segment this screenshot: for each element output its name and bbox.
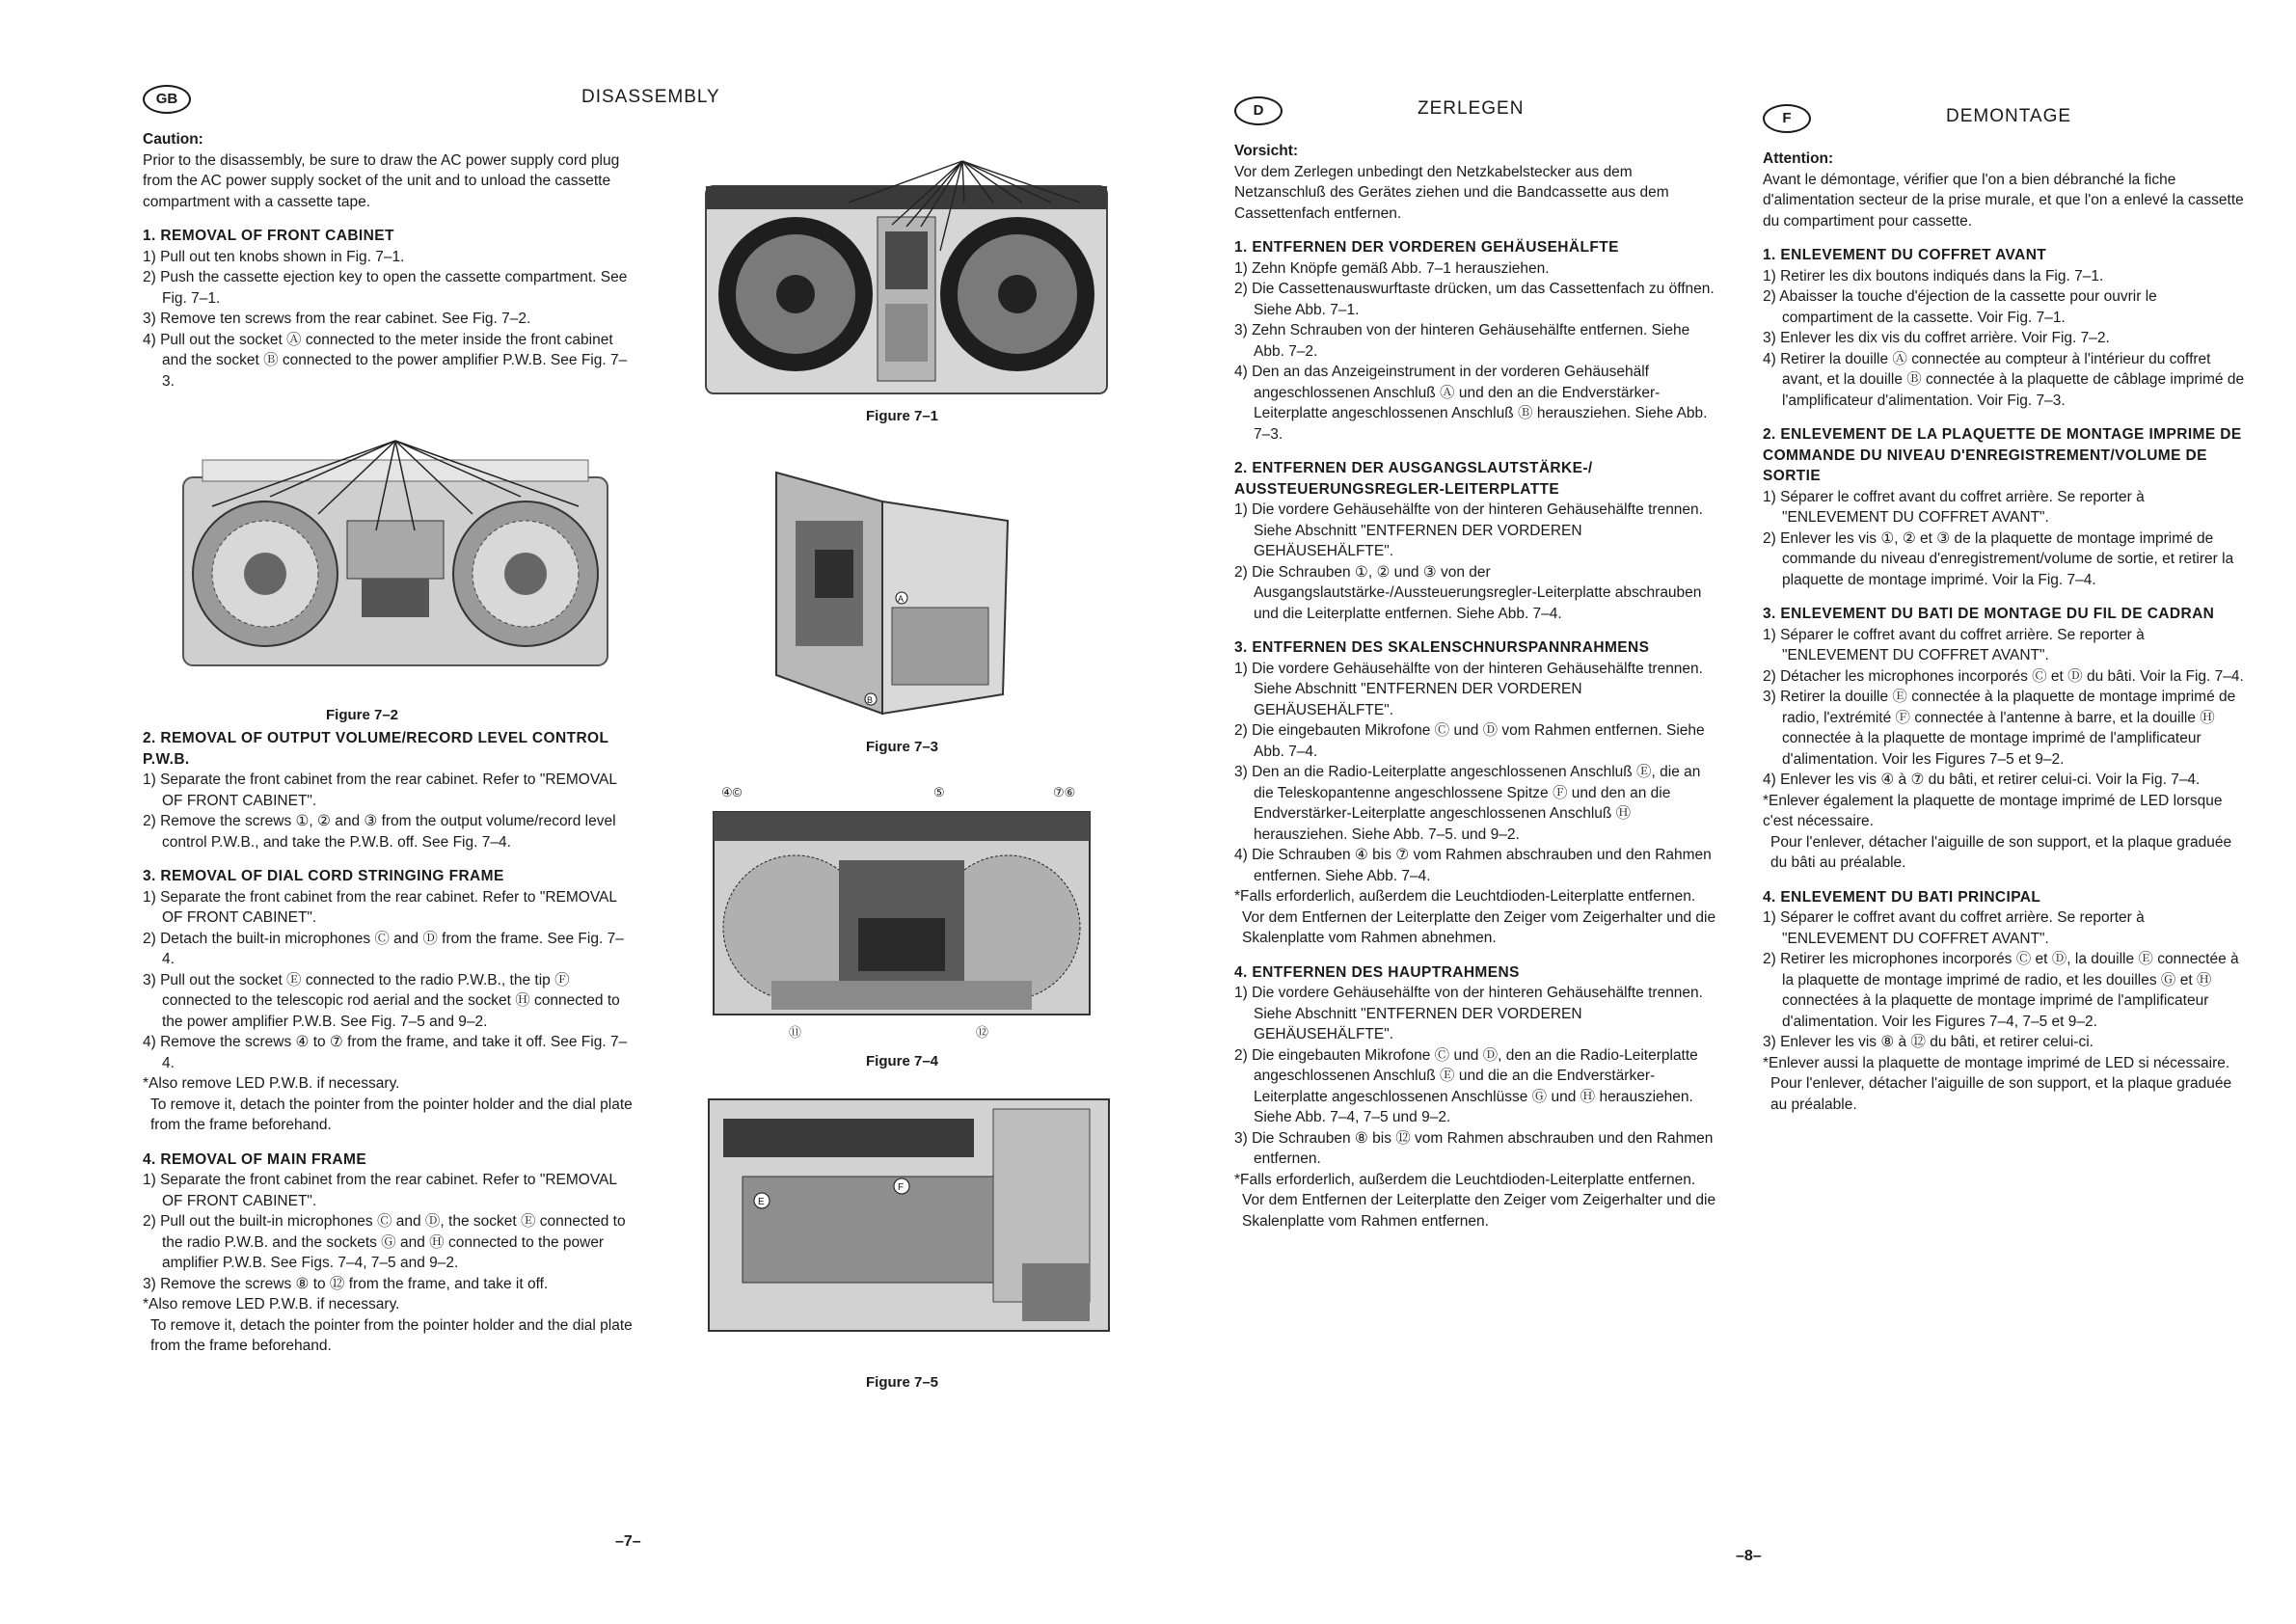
fr-s4-item: 1) Séparer le coffret avant du coffret arrière. Se reporter à "ENLEVEMENT DU COFFRET AVANT". — [1763, 909, 2145, 947]
fr-section-2-title: 2. ENLEVEMENT DE LA PLAQUETTE DE MONTAGE IMPRIME DE COMMANDE DU NIVEAU D'ENREGISTREMENT/VOLUME DE SORTIE — [1763, 426, 2242, 484]
de-title: ZERLEGEN — [1418, 98, 1525, 119]
de-s2-item: 2) Die Schrauben ①, ② und ③ von der Ausgangslautstärke-/Aussteuerungsregler-Leiterplatte abschrauben und die Leiterplatte entfernen. Siehe Abb. 7–4. — [1234, 563, 1702, 622]
de-section-2 — [1234, 458, 1716, 624]
gb-s3-item: 3) Pull out the socket Ⓔ connected to the radio P.W.B., the tip Ⓕ connected to the telescopic rod aerial and the socket Ⓗ connected to the power amplifier P.W.B. See Fig. 7–5 and 9–2. — [143, 971, 620, 1030]
figure-7-5-image — [704, 1090, 1114, 1340]
gb-section-4 — [143, 1150, 635, 1357]
fr-s4-item: 3) Enlever les vis ⑧ à ⑫ du bâti, et retirer celui-ci. — [1763, 1034, 2093, 1050]
figure-7-3-image — [757, 463, 1022, 723]
figure-7-5-caption: Figure 7–5 — [866, 1374, 939, 1391]
gb-language-badge: GB — [143, 85, 191, 114]
gb-s3-item: 2) Detach the built-in microphones Ⓒ and Ⓓ from the frame. See Fig. 7–4. — [143, 930, 624, 967]
gb-s1-item: 4) Pull out the socket Ⓐ connected to the meter inside the front cabinet and the socket Ⓑ connected to the power amplifier P.W.B. See Fig. 7–3. — [143, 331, 628, 390]
de-section-3 — [1234, 637, 1716, 949]
de-s3-item: 4) Die Schrauben ④ bis ⑦ vom Rahmen abschrauben und den Rahmen entfernen. Siehe Abb. 7–4. — [1234, 847, 1712, 884]
de-s3-note-detail: Vor dem Entfernen der Leiterplatte den Zeiger vom Zeigerhalter und die Skalenplatte vom Rahmen abnehmen. — [1242, 908, 1716, 946]
svg-text:A: A — [898, 594, 905, 604]
fr-language-badge: F — [1763, 104, 1811, 133]
de-section-1-title: 1. ENTFERNEN DER VORDEREN GEHÄUSEHÄLFTE — [1234, 239, 1619, 256]
fr-s3-item: 2) Détacher les microphones incorporés Ⓒ et Ⓓ du bâti. Voir la Fig. 7–4. — [1763, 667, 2244, 685]
gb-s3-item: 4) Remove the screws ④ to ⑦ from the frame, and take it off. See Fig. 7–4. — [143, 1034, 628, 1071]
gb-title: DISASSEMBLY — [581, 87, 720, 107]
figure-7-4-callout: ⑫ — [976, 1025, 989, 1040]
figure-7-3-caption: Figure 7–3 — [866, 739, 939, 755]
figure-7-4-callout: ④© — [721, 785, 743, 799]
gb-s4-item: 3) Remove the screws ⑧ to ⑫ from the frame, and take it off. — [143, 1275, 549, 1292]
gb-section-3-title: 3. REMOVAL OF DIAL CORD STRINGING FRAME — [143, 868, 504, 884]
gb-s4-note-detail: To remove it, detach the pointer from the pointer holder and the dial plate from the frame beforehand. — [150, 1316, 633, 1354]
gb-caution-label: Caution: — [143, 131, 203, 148]
de-s1-item: 1) Zehn Knöpfe gemäß Abb. 7–1 herausziehen. — [1234, 259, 1550, 277]
de-section-1 — [1234, 237, 1716, 445]
figure-7-4-image — [704, 783, 1099, 1043]
gb-s1-item: 3) Remove ten screws from the rear cabinet. See Fig. 7–2. — [143, 311, 531, 327]
de-s3-item: 3) Den an die Radio-Leiterplatte angeschlossenen Anschluß Ⓔ, die an die Teleskopantenne angeschlossene Spitze Ⓕ und den an die Endverstärker-Leiterplatte angeschlossenen Anschluß Ⓗ herausziehen. Siehe Abb. 7–5. und 9–2. — [1234, 764, 1701, 843]
fr-section-4 — [1763, 887, 2245, 1116]
gb-s4-item: 2) Pull out the built-in microphones Ⓒ and Ⓓ, the socket Ⓔ connected to the radio P.W.B. and the sockets Ⓖ and Ⓗ connected to the power amplifier P.W.B. See Figs. 7–4, 7–5 and 9–2. — [143, 1213, 626, 1271]
gb-s4-note: *Also remove LED P.W.B. if necessary. — [143, 1296, 400, 1313]
figure-7-1-caption: Figure 7–1 — [866, 408, 939, 424]
gb-header — [143, 85, 720, 123]
gb-s1-item: 2) Push the cassette ejection key to open the cassette compartment. See Fig. 7–1. — [143, 269, 628, 307]
de-s1-item: 2) Die Cassettenauswurftaste drücken, um das Cassettenfach zu öffnen. Siehe Abb. 7–1. — [1234, 281, 1715, 318]
fr-s1-item: 2) Abaisser la touche d'éjection de la cassette pour ouvrir le compartiment de la cassette. Voir Fig. 7–1. — [1763, 288, 2157, 326]
de-s1-item: 4) Den an das Anzeigeinstrument in der vorderen Gehäusehälf angeschlossenen Anschluß Ⓐ und den an die Endverstärker-Leiterplatte angeschlossenen Anschluß Ⓑ herausziehen. Siehe Abb. 7–3. — [1234, 364, 1708, 443]
gb-s2-item: 1) Separate the front cabinet from the rear cabinet. Refer to "REMOVAL OF FRONT CABINET". — [143, 771, 617, 809]
gb-s3-note: *Also remove LED P.W.B. if necessary. — [143, 1075, 400, 1092]
fr-section-1-title: 1. ENLEVEMENT DU COFFRET AVANT — [1763, 247, 2047, 263]
figure-7-4-callout: ⑪ — [789, 1025, 802, 1040]
fr-s3-item: 1) Séparer le coffret avant du coffret arrière. Se reporter à "ENLEVEMENT DU COFFRET AVANT". — [1763, 626, 2145, 663]
fr-column — [1763, 104, 2245, 1115]
de-caution-text: Vor dem Zerlegen unbedingt den Netzkabelstecker aus dem Netzanschluß des Gerätes ziehen und die Bandcassette aus dem Cassettenfach entfernen. — [1234, 163, 1669, 222]
gb-section-2-title: 2. REMOVAL OF OUTPUT VOLUME/RECORD LEVEL CONTROL P.W.B. — [143, 730, 609, 768]
de-section-4 — [1234, 962, 1716, 1232]
fr-section-3 — [1763, 604, 2245, 874]
fr-header — [1763, 104, 2245, 143]
de-s4-note-detail: Vor dem Entfernen der Leiterplatte den Zeiger vom Zeigerhalter und die Skalenplatte vom Rahmen entfernen. — [1242, 1192, 1716, 1230]
fr-s3-note: *Enlever également la plaquette de montage imprimé de LED lorsque c'est nécessaire. — [1763, 792, 2223, 829]
de-s3-item: 2) Die eingebauten Mikrofone Ⓒ und Ⓓ vom Rahmen entfernen. Siehe Abb. 7–4. — [1234, 722, 1705, 760]
gb-section-1-title: 1. REMOVAL OF FRONT CABINET — [143, 228, 394, 244]
de-section-2-title: 2. ENTFERNEN DER AUSGANGSLAUTSTÄRKE-/ AUSSTEUERUNGSREGLER-LEITERPLATTE — [1234, 460, 1593, 498]
fr-s4-note-detail: Pour l'enlever, détacher l'aiguille de son support, et la plaque graduée au préalable. — [1770, 1075, 2232, 1113]
fr-s4-item: 2) Retirer les microphones incorporés Ⓒ et Ⓓ, la douille Ⓔ connectée à la plaquette de montage imprimé de radio, et les douilles Ⓖ et Ⓗ connectées à la plaquette de montage imprimé de l'amplificateur d'alimentation. Voir les Figures 7–4, 7–5 et 9–2. — [1763, 951, 2239, 1030]
fr-s3-item: 4) Enlever les vis ④ à ⑦ du bâti, et retirer celui-ci. Voir la Fig. 7–4. — [1763, 771, 2201, 788]
fr-s2-item: 2) Enlever les vis ①, ② et ③ de la plaquette de montage imprimé de commande du niveau d'enregistrement/volume de sortie, et retirer la plaquette de montage imprimé. Voir la Fig. 7–4. — [1763, 529, 2234, 588]
de-s1-item: 3) Zehn Schrauben von der hinteren Gehäusehälfte entfernen. Siehe Abb. 7–2. — [1234, 322, 1690, 360]
fr-section-4-title: 4. ENLEVEMENT DU BATI PRINCIPAL — [1763, 888, 2041, 906]
de-s4-note: *Falls erforderlich, außerdem die Leuchtdioden-Leiterplatte entfernen. — [1234, 1171, 1696, 1188]
de-s4-item: 3) Die Schrauben ⑧ bis ⑫ vom Rahmen abschrauben und den Rahmen entfernen. — [1234, 1129, 1714, 1167]
gb-section-3 — [143, 866, 635, 1136]
svg-text:F: F — [898, 1182, 905, 1193]
svg-text:E: E — [758, 1197, 765, 1207]
fr-s1-item: 1) Retirer les dix boutons indiqués dans la Fig. 7–1. — [1763, 267, 2104, 284]
fr-s3-item: 3) Retirer la douille Ⓔ connectée à la plaquette de montage imprimé de radio, l'extrémité Ⓕ connectée à l'antenne à barre, et la douille Ⓗ connectée à la plaquette de montage imprimé de l'amplificateur d'alimentation. Voir les Figures 7–5 et 9–2. — [1763, 689, 2236, 768]
figure-7-1-image — [704, 159, 1109, 395]
de-section-3-title: 3. ENTFERNEN DES SKALENSCHNURSPANNRAHMENS — [1234, 639, 1650, 656]
fr-caution-text: Avant le démontage, vérifier que l'on a bien débranché la fiche d'alimentation secteur de la prise murale, et que l'on a enlevé la cassette du compartiment pour cassette. — [1763, 171, 2244, 230]
svg-text:B: B — [867, 695, 874, 705]
de-s3-note: *Falls erforderlich, außerdem die Leuchtdioden-Leiterplatte entfernen. — [1234, 888, 1696, 905]
figure-7-2-image — [174, 439, 617, 675]
fr-s3-note-detail: Pour l'enlever, détacher l'aiguille de son support, et la plaque graduée du bâti au préalable. — [1770, 833, 2232, 871]
figure-7-2-caption: Figure 7–2 — [326, 707, 399, 723]
gb-section-4-title: 4. REMOVAL OF MAIN FRAME — [143, 1150, 367, 1168]
de-section-4-title: 4. ENTFERNEN DES HAUPTRAHMENS — [1234, 963, 1520, 981]
fr-section-2 — [1763, 424, 2245, 590]
fr-s4-note: *Enlever aussi la plaquette de montage imprimé de LED si nécessaire. — [1763, 1054, 2230, 1071]
de-s2-item: 1) Die vordere Gehäusehälfte von der hinteren Gehäusehälfte trennen. Siehe Abschnitt "ENTFERNEN DER VORDEREN GEHÄUSEHÄLFTE". — [1234, 501, 1703, 559]
de-header — [1234, 96, 1716, 135]
gb-s3-note-detail: To remove it, detach the pointer from the pointer holder and the dial plate from the frame beforehand. — [150, 1096, 633, 1133]
fr-title: DEMONTAGE — [1946, 106, 2072, 126]
fr-section-1 — [1763, 245, 2245, 411]
de-s4-item: 1) Die vordere Gehäusehälfte von der hinteren Gehäusehälfte trennen. Siehe Abschnitt "ENTFERNEN DER VORDEREN GEHÄUSEHÄLFTE". — [1234, 985, 1703, 1042]
page-number-right: –8– — [1736, 1548, 1762, 1564]
gb-s4-item: 1) Separate the front cabinet from the rear cabinet. Refer to "REMOVAL OF FRONT CABINET". — [143, 1172, 617, 1209]
fr-caution-label: Attention: — [1763, 150, 1834, 167]
de-column — [1234, 96, 1716, 1232]
fr-s2-item: 1) Séparer le coffret avant du coffret arrière. Se reporter à "ENLEVEMENT DU COFFRET AVANT". — [1763, 488, 2145, 526]
gb-s3-item: 1) Separate the front cabinet from the rear cabinet. Refer to "REMOVAL OF FRONT CABINET". — [143, 888, 617, 926]
fr-s1-item: 3) Enlever les dix vis du coffret arrière. Voir Fig. 7–2. — [1763, 330, 2110, 346]
fr-section-3-title: 3. ENLEVEMENT DU BATI DE MONTAGE DU FIL DE CADRAN — [1763, 606, 2215, 622]
page-number-left: –7– — [615, 1533, 641, 1550]
gb-section-2 — [143, 728, 635, 853]
fr-s1-item: 4) Retirer la douille Ⓐ connectée au compteur à l'intérieur du coffret avant, et la douille Ⓑ connectée à la plaquette de câblage imprimé de l'amplificateur d'alimentation. Voir Fig. 7–3. — [1763, 350, 2245, 409]
figure-7-4-callout: ⑦⑥ — [1053, 785, 1076, 799]
figure-7-4-caption: Figure 7–4 — [866, 1053, 939, 1069]
figure-7-4-callout: ⑤ — [933, 785, 945, 799]
de-language-badge: D — [1234, 96, 1283, 125]
gb-section-1 — [143, 226, 635, 392]
de-caution-label: Vorsicht: — [1234, 143, 1299, 159]
de-s3-item: 1) Die vordere Gehäusehälfte von der hinteren Gehäusehälfte trennen. Siehe Abschnitt "ENTFERNEN DER VORDEREN GEHÄUSEHÄLFTE". — [1234, 660, 1703, 718]
gb-s1-item: 1) Pull out ten knobs shown in Fig. 7–1. — [143, 248, 405, 265]
gb-s2-item: 2) Remove the screws ①, ② and ③ from the output volume/record level control P.W.B., and take the P.W.B. off. See Fig. 7–4. — [143, 813, 616, 851]
gb-caution-text: Prior to the disassembly, be sure to draw the AC power supply cord plug from the AC power supply socket of the unit and to unload the cassette compartment with a cassette tape. — [143, 151, 620, 210]
de-s4-item: 2) Die eingebauten Mikrofone Ⓒ und Ⓓ, den an die Radio-Leiterplatte angeschlossenen Anschluß Ⓔ und die an die Endverstärker-Leiterplatte angeschlossenen Anschlüsse Ⓖ und Ⓗ herausziehen. Siehe Abb. 7–4, 7–5 und 9–2. — [1234, 1046, 1698, 1125]
